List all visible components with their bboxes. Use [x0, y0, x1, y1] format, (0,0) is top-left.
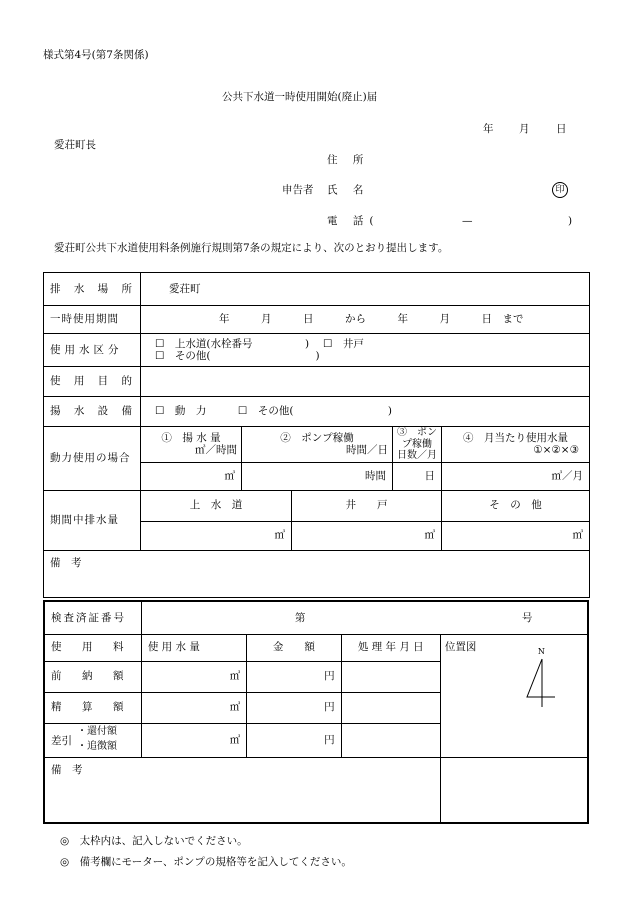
power-header-1-unit: ㎥／時間 — [195, 444, 237, 457]
note-remarks: ◎ 備考欄にモーター、ポンプの規格等を記入してください。 — [60, 856, 352, 868]
applicant-label: 申告者 — [282, 184, 314, 196]
settlement-label: 精 算 額 — [44, 692, 141, 723]
purpose-label: 使 用 目 的 — [44, 367, 141, 397]
application-table — [43, 272, 590, 598]
map-lower-cell[interactable] — [440, 757, 588, 823]
drain-header-well: 井 戸 — [292, 490, 442, 521]
remarks-field[interactable] — [44, 550, 590, 597]
fee-label: 使 用 料 — [44, 634, 141, 661]
water-kind-line1[interactable]: ☐ 上水道(水栓番号 ) ☐ 井戸 — [155, 337, 364, 350]
intro-text: 愛荘町公共下水道使用料条例施行規則第7条の規定により、次のとおり提出します。 — [54, 242, 449, 254]
col-amount: 金 額 — [247, 634, 341, 661]
power-unit-1[interactable]: ㎥ — [141, 462, 242, 490]
power-header-2: ② ポンプ稼働 — [280, 432, 354, 445]
settlement-date[interactable] — [341, 692, 440, 723]
name-label: 氏 名 — [327, 184, 370, 196]
period-field[interactable]: 年 月 日 から 年 月 日 まで — [141, 306, 590, 334]
inspection-remarks-label: 備 考 — [51, 763, 83, 776]
power-header-3: ③ ポンプ稼働 — [397, 427, 437, 450]
cert-label: 検査済証番号 — [44, 601, 141, 634]
power-header-3-unit: 日数／月 — [397, 450, 437, 461]
diff-date[interactable] — [341, 723, 440, 757]
phone-close: ) — [568, 215, 573, 227]
seal-mark: 印 — [552, 182, 568, 198]
cert-prefix: 第 — [294, 612, 306, 624]
col-date: 処 理 年 月 日 — [341, 634, 440, 661]
power-header-2-unit: 時間／日 — [346, 444, 388, 457]
water-kind-label: 使用水区分 — [44, 334, 141, 367]
addressee: 愛荘町長 — [54, 139, 96, 151]
north-arrow-icon — [525, 657, 559, 709]
address-label: 住 所 — [327, 154, 370, 166]
diff-label-cell — [44, 723, 141, 757]
col-usage: 使 用 水 量 — [141, 634, 246, 661]
date-year-label: 年 — [483, 123, 494, 135]
page-title: 公共下水道一時使用開始(廃止)届 — [222, 91, 378, 103]
power-header-3-cell — [393, 427, 442, 463]
cert-suffix: 号 — [521, 612, 533, 624]
settlement-usage[interactable]: ㎥ — [141, 692, 246, 723]
power-unit-3[interactable]: 日 — [393, 462, 442, 490]
date-month-label: 月 — [519, 123, 530, 135]
diff-label: 差引 — [51, 734, 72, 747]
drain-tap-unit[interactable]: ㎥ — [141, 521, 292, 550]
drain-amount-label: 期間中排水量 — [44, 490, 141, 550]
refund-label: ・還付額 — [77, 725, 117, 737]
surcharge-label: ・追徴額 — [77, 740, 117, 752]
form-number: 様式第4号(第7条関係) — [43, 49, 149, 61]
power-header-4: ④ 月当たり使用水量 — [463, 432, 569, 445]
power-header-1: ① 揚 水 量 — [161, 432, 221, 445]
diff-usage[interactable]: ㎥ — [141, 723, 246, 757]
prepaid-usage[interactable]: ㎥ — [141, 661, 246, 692]
pump-field[interactable]: ☐ 動 力 ☐ その他( ) — [141, 397, 590, 427]
power-label: 動力使用の場合 — [44, 427, 141, 491]
north-label: N — [537, 646, 545, 656]
power-unit-4[interactable]: ㎥／月 — [442, 462, 590, 490]
prepaid-amount[interactable]: 円 — [247, 661, 341, 692]
water-kind-line2[interactable]: ☐ その他( ) — [155, 350, 320, 362]
period-label: 一時使用期間 — [44, 306, 141, 334]
power-unit-2[interactable]: 時間 — [242, 462, 393, 490]
pump-label: 揚 水 設 備 — [44, 397, 141, 427]
prepaid-date[interactable] — [341, 661, 440, 692]
location-map-area[interactable] — [440, 634, 588, 757]
phone-dash: — — [462, 215, 473, 227]
drain-well-unit[interactable]: ㎥ — [292, 521, 442, 550]
power-header-4-unit: ①×②×③ — [533, 444, 580, 457]
drain-place-label: 排 水 場 所 — [44, 273, 141, 306]
settlement-amount[interactable]: 円 — [247, 692, 341, 723]
diff-amount[interactable]: 円 — [247, 723, 341, 757]
drain-header-other: そ の 他 — [442, 490, 590, 521]
map-label: 位置図 — [444, 640, 477, 653]
inspection-remarks-field[interactable] — [44, 757, 440, 823]
note-thick-frame: ◎ 太枠内は、記入しないでください。 — [60, 835, 248, 847]
prepaid-label: 前 納 額 — [44, 661, 141, 692]
remarks-label: 備 考 — [50, 556, 82, 569]
drain-other-unit[interactable]: ㎥ — [442, 521, 590, 550]
inspection-table — [43, 600, 589, 824]
drain-header-tap: 上 水 道 — [141, 490, 292, 521]
cert-number-field[interactable] — [141, 601, 588, 634]
date-day-label: 日 — [556, 123, 567, 135]
purpose-field[interactable] — [141, 367, 590, 397]
phone-label: 電 話( — [327, 215, 380, 227]
drain-place-value[interactable]: 愛荘町 — [141, 273, 590, 306]
